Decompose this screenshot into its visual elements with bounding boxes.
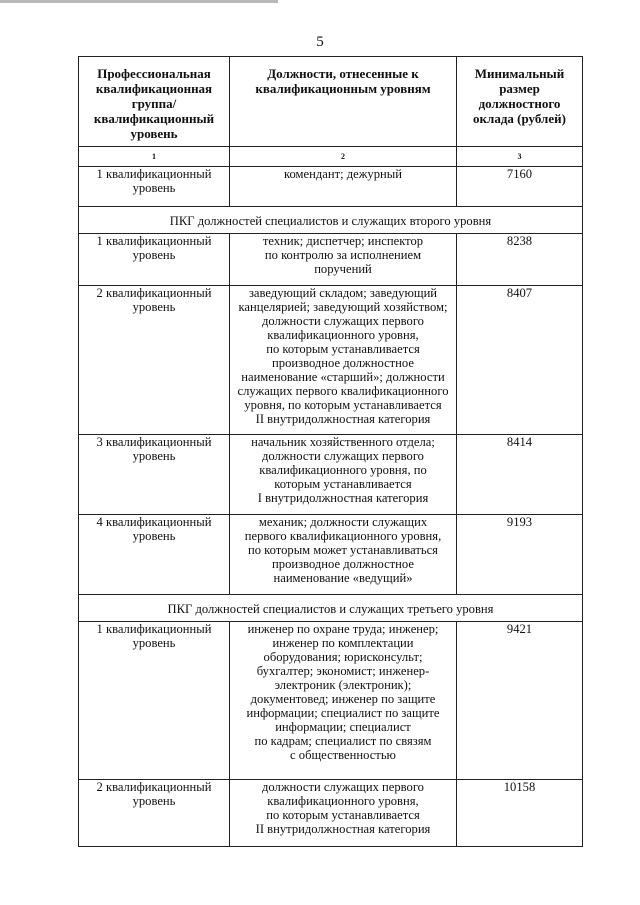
table-row bbox=[79, 622, 583, 780]
qualification-level: 1 квалификационный уровень bbox=[79, 234, 230, 286]
table-row bbox=[79, 435, 583, 515]
header-qualification-group: Профессиональная квалификационная группа/ квалификационный уровень bbox=[79, 57, 230, 147]
qualification-level: 1 квалификационный уровень bbox=[79, 622, 230, 780]
table-row bbox=[79, 515, 583, 595]
salary-cell: 9421 bbox=[457, 622, 583, 780]
salary-cell: 8414 bbox=[457, 435, 583, 515]
positions-cell: комендант; дежурный bbox=[230, 167, 457, 207]
column-number: 2 bbox=[230, 147, 457, 167]
salary-cell: 10158 bbox=[457, 780, 583, 847]
group-header-row bbox=[79, 207, 583, 234]
salary-cell: 9193 bbox=[457, 515, 583, 595]
column-number: 3 bbox=[457, 147, 583, 167]
salary-cell: 7160 bbox=[457, 167, 583, 207]
group-title: ПКГ должностей специалистов и служащих третьего уровня bbox=[79, 595, 583, 622]
qualification-level: 2 квалификационный уровень bbox=[79, 286, 230, 435]
table-row bbox=[79, 167, 583, 207]
scan-top-edge bbox=[0, 0, 278, 3]
table-row bbox=[79, 780, 583, 847]
salary-table bbox=[78, 56, 583, 847]
qualification-level: 3 квалификационный уровень bbox=[79, 435, 230, 515]
qualification-level: 4 квалификационный уровень bbox=[79, 515, 230, 595]
salary-cell: 8238 bbox=[457, 234, 583, 286]
positions-cell: инженер по охране труда; инженер; инженер по комплектации оборудования; юрисконсульт; бухгалтер; экономист; инженер- электроник (электроник); документовед; инженер по защите информации; специалист по защите информации; специалист по кадрам; специалист по связям с общественностью bbox=[230, 622, 457, 780]
qualification-level: 1 квалификационный уровень bbox=[79, 167, 230, 207]
positions-cell: начальник хозяйственного отдела; должности служащих первого квалификационного уровня, по которым устанавливается I внутридолжностная категория bbox=[230, 435, 457, 515]
positions-cell: техник; диспетчер; инспектор по контролю за исполнением поручений bbox=[230, 234, 457, 286]
table-header-row bbox=[79, 57, 583, 147]
salary-cell: 8407 bbox=[457, 286, 583, 435]
column-number: 1 bbox=[79, 147, 230, 167]
header-positions: Должности, отнесенные к квалификационным уровням bbox=[230, 57, 457, 147]
page-number: 5 bbox=[316, 34, 324, 50]
positions-cell: механик; должности служащих первого квалификационного уровня, по которым может устанавливаться производное должностное наименование «ведущий» bbox=[230, 515, 457, 595]
table-row bbox=[79, 286, 583, 435]
header-min-salary: Минимальный размер должностного оклада (рублей) bbox=[457, 57, 583, 147]
table-row bbox=[79, 234, 583, 286]
positions-cell: должности служащих первого квалификационного уровня, по которым устанавливается II внутридолжностная категория bbox=[230, 780, 457, 847]
positions-cell: заведующий складом; заведующий канцелярией; заведующий хозяйством; должности служащих первого квалификационного уровня, по которым устанавливается производное должностное наименование «старший»; должности служащих первого квалификационного уровня, по которым устанавливается II внутридолжностная категория bbox=[230, 286, 457, 435]
qualification-level: 2 квалификационный уровень bbox=[79, 780, 230, 847]
group-header-row bbox=[79, 595, 583, 622]
column-number-row bbox=[79, 147, 583, 167]
group-title: ПКГ должностей специалистов и служащих второго уровня bbox=[79, 207, 583, 234]
